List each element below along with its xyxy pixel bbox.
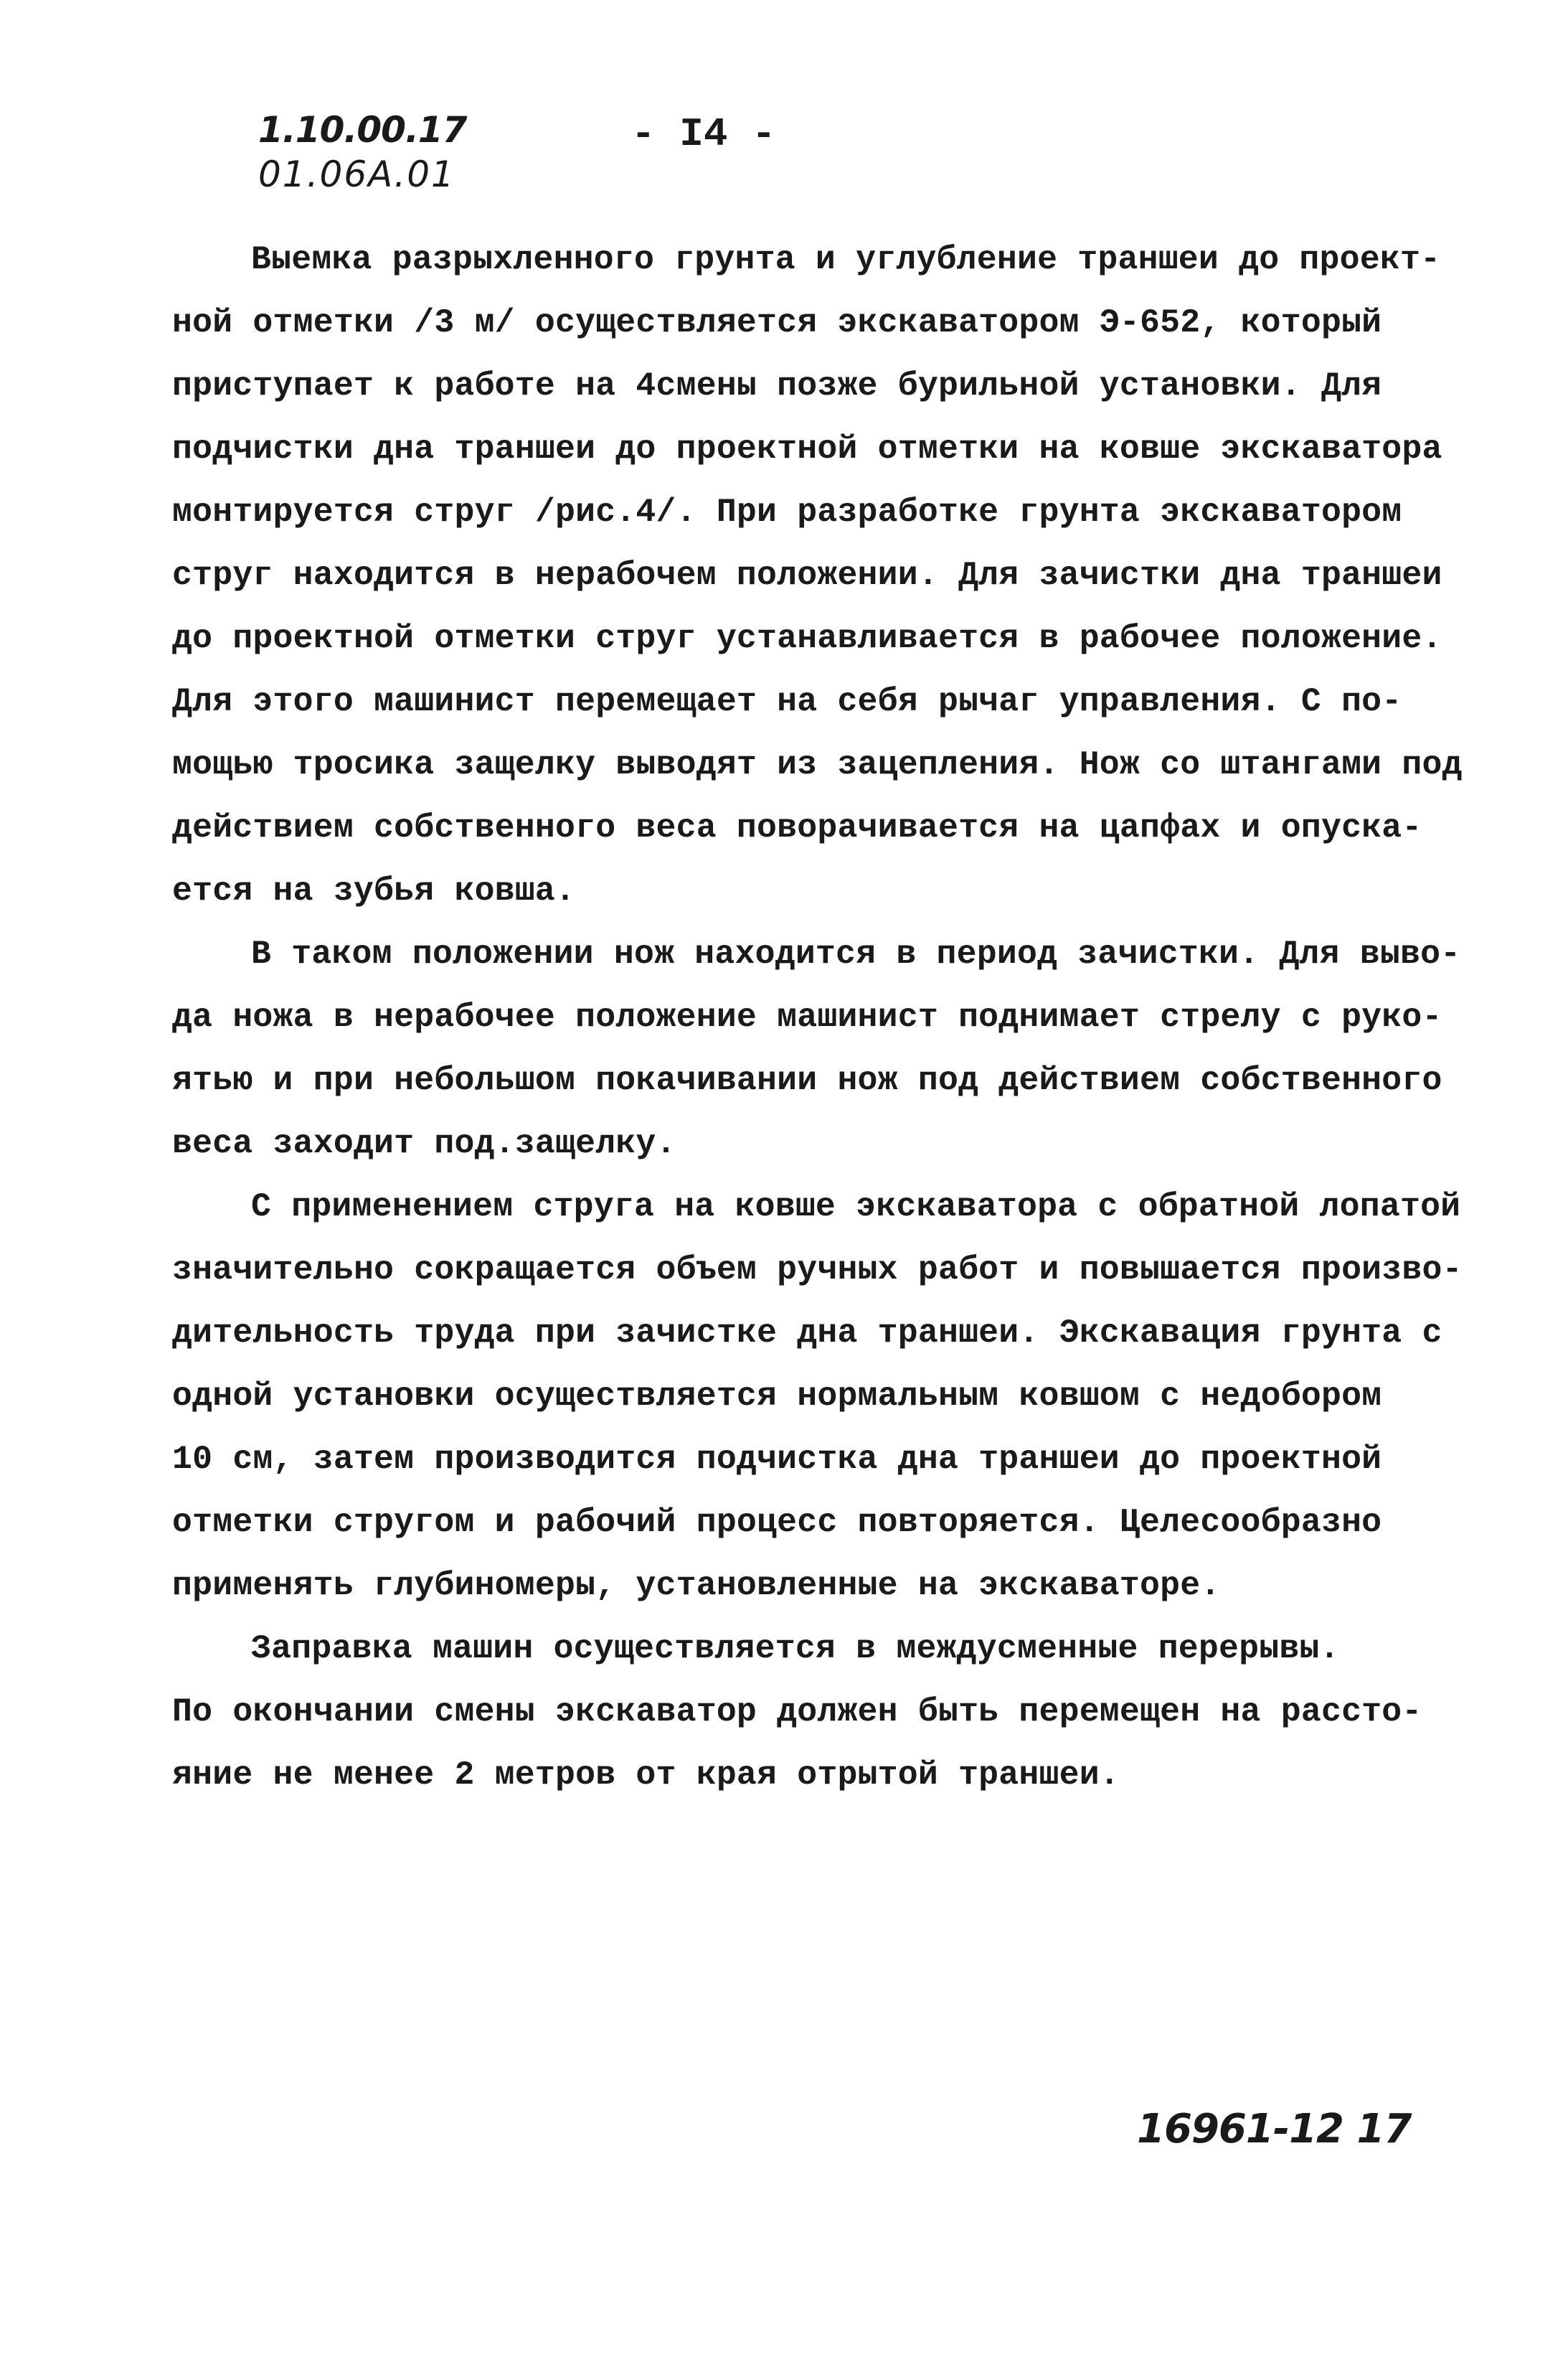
document-code-line1: 1.10.00.17 <box>258 109 467 151</box>
text-line: мощью тросика защелку выводят из зацепления. Нож со штангами под <box>172 745 1463 783</box>
body-text <box>172 228 1463 1807</box>
text-line: действием собственного веса поворачивается на цапфах и опуска- <box>172 809 1422 847</box>
paragraph-1 <box>172 228 1463 923</box>
text-line: ется на зубья ковша. <box>172 872 576 910</box>
text-line: отметки стругом и рабочий процесс повторяется. Целесообразно <box>172 1503 1382 1541</box>
text-line: веса заходит под.защелку. <box>172 1124 676 1162</box>
text-line: Для этого машинист перемещает на себя рычаг управления. С по- <box>172 682 1402 720</box>
paragraph-4 <box>172 1617 1435 1807</box>
text-line: Выемка разрыхленного грунта и углубление траншеи до проект- <box>251 240 1441 278</box>
text-line: одной установки осуществляется нормальным ковшом с недобором <box>172 1377 1382 1415</box>
text-line: да ножа в нерабочее положение машинист поднимает стрелу с руко- <box>172 998 1442 1036</box>
text-line: яние не менее 2 метров от края отрытой траншеи. <box>172 1756 1120 1794</box>
text-line: ной отметки /3 м/ осуществляется экскаватором Э-652, который <box>172 303 1382 342</box>
text-line: дительность труда при зачистке дна траншеи. Экскавация грунта с <box>172 1314 1442 1352</box>
document-code-line2: 01.06А.01 <box>258 154 455 195</box>
text-line: до проектной отметки струг устанавливается в рабочее положение. <box>172 619 1442 657</box>
text-line: По окончании смены экскаватор должен быть перемещен на рассто- <box>172 1693 1422 1731</box>
footer-reference-number: 16961-12 17 <box>1137 2106 1412 2152</box>
text-line: значительно сокращается объем ручных работ и повышается произво- <box>172 1251 1463 1289</box>
text-line: монтируется струг /рис.4/. При разработке грунта экскаватором <box>172 493 1402 531</box>
text-line: ятью и при небольшом покачивании нож под действием собственного <box>172 1061 1442 1099</box>
paragraph-3 <box>172 1175 1463 1617</box>
text-line: С применением струга на ковше экскаватора с обратной лопатой <box>251 1187 1461 1225</box>
text-line: подчистки дна траншеи до проектной отметки на ковше экскаватора <box>172 430 1442 468</box>
paragraph-2 <box>172 923 1461 1175</box>
page-number: - I4 - <box>631 111 776 157</box>
text-line: В таком положении нож находится в период зачистки. Для выво- <box>251 935 1461 973</box>
text-line: применять глубиномеры, установленные на экскаваторе. <box>172 1566 1221 1604</box>
text-line: струг находится в нерабочем положении. Для зачистки дна траншеи <box>172 556 1442 594</box>
text-line: Заправка машин осуществляется в междусменные перерывы. <box>251 1629 1340 1667</box>
text-line: 10 см, затем производится подчистка дна траншеи до проектной <box>172 1440 1382 1478</box>
text-line: приступает к работе на 4смены позже бурильной установки. Для <box>172 367 1382 405</box>
document-code <box>258 108 467 197</box>
